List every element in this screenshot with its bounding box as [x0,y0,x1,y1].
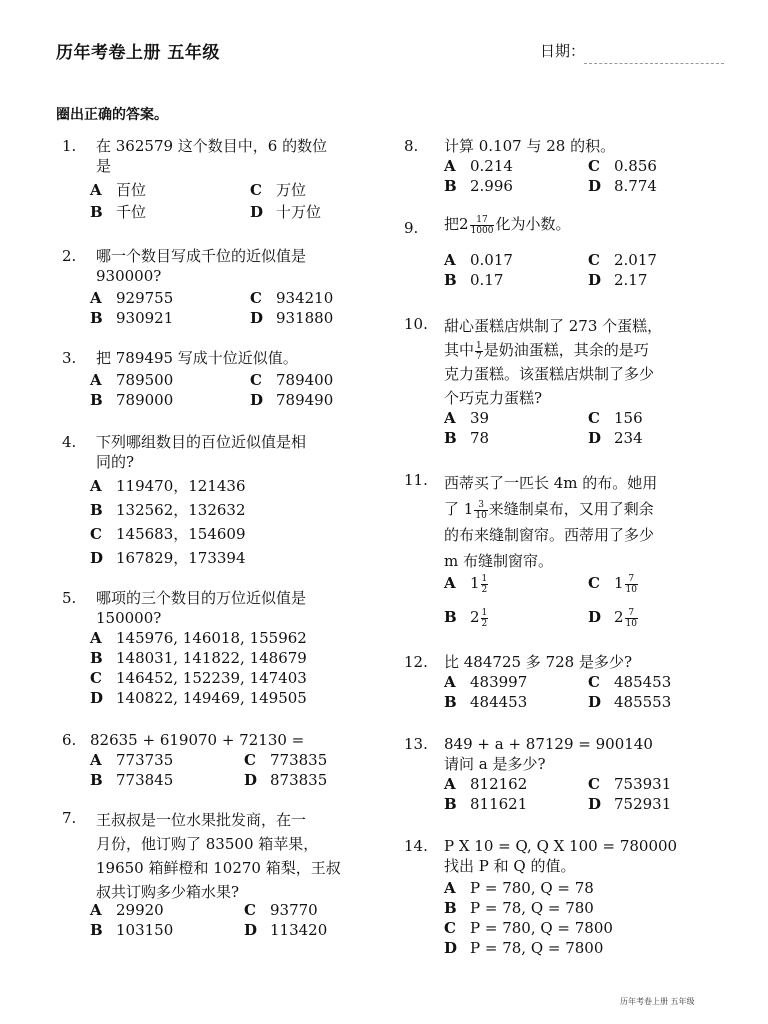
question-text: 克力蛋糕。该蛋糕店烘制了多少 [444,365,655,383]
option-a[interactable]: A 1 $\frac{1}{2}$ [444,573,488,595]
question-number: 2. [62,247,77,265]
option-b[interactable]: B 103150 [90,921,174,939]
option-a[interactable]: A 39 [444,409,490,427]
question-number: 4. [62,433,77,451]
question-text: 请问 a 是多少? [444,755,546,773]
option-d[interactable]: D 167829，173394 [90,549,246,567]
option-a[interactable]: A 773735 [90,751,174,769]
question-text: 月份，他订购了 83500 箱苹果， [96,835,319,853]
option-d[interactable]: D 485553 [588,693,672,711]
question-text: 的布来缝制窗帘。西蒂用了多少 [444,526,655,544]
question-text: 甜心蛋糕店烘制了 273 个蛋糕， [444,317,663,335]
option-b[interactable]: B 132562，132632 [90,501,246,519]
question-text: 其中 $\frac{1}{7}$ 是奶油蛋糕，其余的是巧 [444,340,649,362]
question-text: 是 [96,157,112,175]
question-number: 14. [404,837,428,855]
option-d[interactable]: D 十万位 [250,203,322,221]
option-a[interactable]: A 0.017 [444,251,513,269]
question-number: 7. [62,809,77,827]
question-text: 82635 + 619070 + 72130 = [90,731,305,749]
question-text: 找出 P 和 Q 的值。 [444,857,576,875]
page-footer: 历年考卷上册 五年级 [620,997,695,1006]
question-text: 西蒂买了一匹长 4m 的布。她用 [444,474,658,492]
option-a[interactable]: A 929755 [90,289,174,307]
option-d[interactable]: D 2 $\frac{7}{10}$ [588,607,637,629]
option-a[interactable]: A P = 780, Q = 78 [444,879,594,897]
option-a[interactable]: A 29920 [90,901,164,919]
option-d[interactable]: D 752931 [588,795,672,813]
option-a[interactable]: A 483997 [444,673,528,691]
question-text: 在 362579 这个数目中，6 的数位 [96,137,328,155]
option-b[interactable]: B 148031, 141822, 148679 [90,649,307,667]
question-number: 6. [62,731,77,749]
option-b[interactable]: B 78 [444,429,490,447]
option-a[interactable]: A 0.214 [444,157,513,175]
option-d[interactable]: D 789490 [250,391,334,409]
question-text: 了 1 $\frac{3}{10}$ 来缝制桌布，又用了剩余 [444,499,654,521]
option-c[interactable]: C 1 $\frac{7}{10}$ [588,573,637,595]
fraction: $\frac{17}{1000}$ [470,214,494,236]
option-c[interactable]: C P = 780, Q = 7800 [444,919,613,937]
option-d[interactable]: D 234 [588,429,643,447]
option-c[interactable]: C 93770 [244,901,318,919]
option-d[interactable]: D 113420 [244,921,328,939]
option-d[interactable]: D 873835 [244,771,328,789]
question-text: P X 10 = Q, Q X 100 = 780000 [444,837,678,855]
option-d[interactable]: D 931880 [250,309,334,327]
question-text: m 布缝制窗帘。 [444,552,553,570]
question-text: 把 789495 写成十位近似值。 [96,349,298,367]
question-number: 11. [404,471,428,489]
option-c[interactable]: C 789400 [250,371,334,389]
question-number: 9. [404,219,419,237]
option-c[interactable]: C 0.856 [588,157,657,175]
option-a[interactable]: A 789500 [90,371,174,389]
option-b[interactable]: B 930921 [90,309,174,327]
question-text: 计算 0.107 与 28 的积。 [444,137,616,155]
option-c[interactable]: C 934210 [250,289,334,307]
question-text: 哪一个数目写成千位的近似值是 [96,247,307,265]
option-b[interactable]: B 789000 [90,391,174,409]
option-b[interactable]: B 0.17 [444,271,504,289]
question-text: 比 484725 多 728 是多少? [444,653,633,671]
option-b[interactable]: B 2.996 [444,177,513,195]
question-text: 哪项的三个数目的万位近似值是 [96,589,307,607]
option-c[interactable]: C 753931 [588,775,672,793]
fraction: $\frac{3}{10}$ [475,499,487,521]
option-c[interactable]: C 146452, 152239, 147403 [90,669,307,687]
question-text: 把2 $\frac{17}{1000}$ 化为小数。 [444,214,571,236]
option-b[interactable]: B P = 78, Q = 780 [444,899,594,917]
option-c[interactable]: C 485453 [588,673,672,691]
option-b[interactable]: B 2 $\frac{1}{2}$ [444,607,488,629]
question-text: 个巧克力蛋糕? [444,389,543,407]
question-number: 13. [404,735,428,753]
option-d[interactable]: D P = 78, Q = 7800 [444,939,604,957]
question-text: 下列哪组数目的百位近似值是相 [96,433,307,451]
option-d[interactable]: D 8.774 [588,177,657,195]
option-a[interactable]: A 百位 [90,181,147,199]
option-b[interactable]: B 773845 [90,771,174,789]
question-text: 叔共订购多少箱水果? [96,883,240,901]
question-number: 12. [404,653,428,671]
question-text: 150000? [96,609,162,627]
question-number: 10. [404,315,428,333]
page-title: 历年考卷上册 五年级 [56,43,220,63]
question-text: 王叔叔是一位水果批发商，在一 [96,811,307,829]
option-c[interactable]: C 2.017 [588,251,657,269]
option-b[interactable]: B 484453 [444,693,528,711]
option-c[interactable]: C 145683，154609 [90,525,246,543]
option-b[interactable]: B 千位 [90,203,147,221]
question-text: 849 + a + 87129 = 900140 [444,735,653,753]
fraction: $\frac{1}{7}$ [476,340,482,362]
question-number: 5. [62,589,77,607]
option-a[interactable]: A 812162 [444,775,528,793]
question-number: 8. [404,137,419,155]
question-number: 1. [62,137,77,155]
option-c[interactable]: C 156 [588,409,643,427]
option-d[interactable]: D 2.17 [588,271,648,289]
option-c[interactable]: C 773835 [244,751,328,769]
option-a[interactable]: A 145976, 146018, 155962 [90,629,307,647]
option-d[interactable]: D 140822, 149469, 149505 [90,689,307,707]
question-text: 19650 箱鲜橙和 10270 箱梨，王叔 [96,859,341,877]
date-label: 日期： [540,42,586,60]
question-number: 3. [62,349,77,367]
question-text: 同的? [96,453,135,471]
question-text: 930000? [96,267,162,285]
option-a[interactable]: A 119470，121436 [90,477,246,495]
date-blank [584,63,724,64]
instruction: 圈出正确的答案。 [56,107,168,123]
option-c[interactable]: C 万位 [250,181,307,199]
option-b[interactable]: B 811621 [444,795,528,813]
